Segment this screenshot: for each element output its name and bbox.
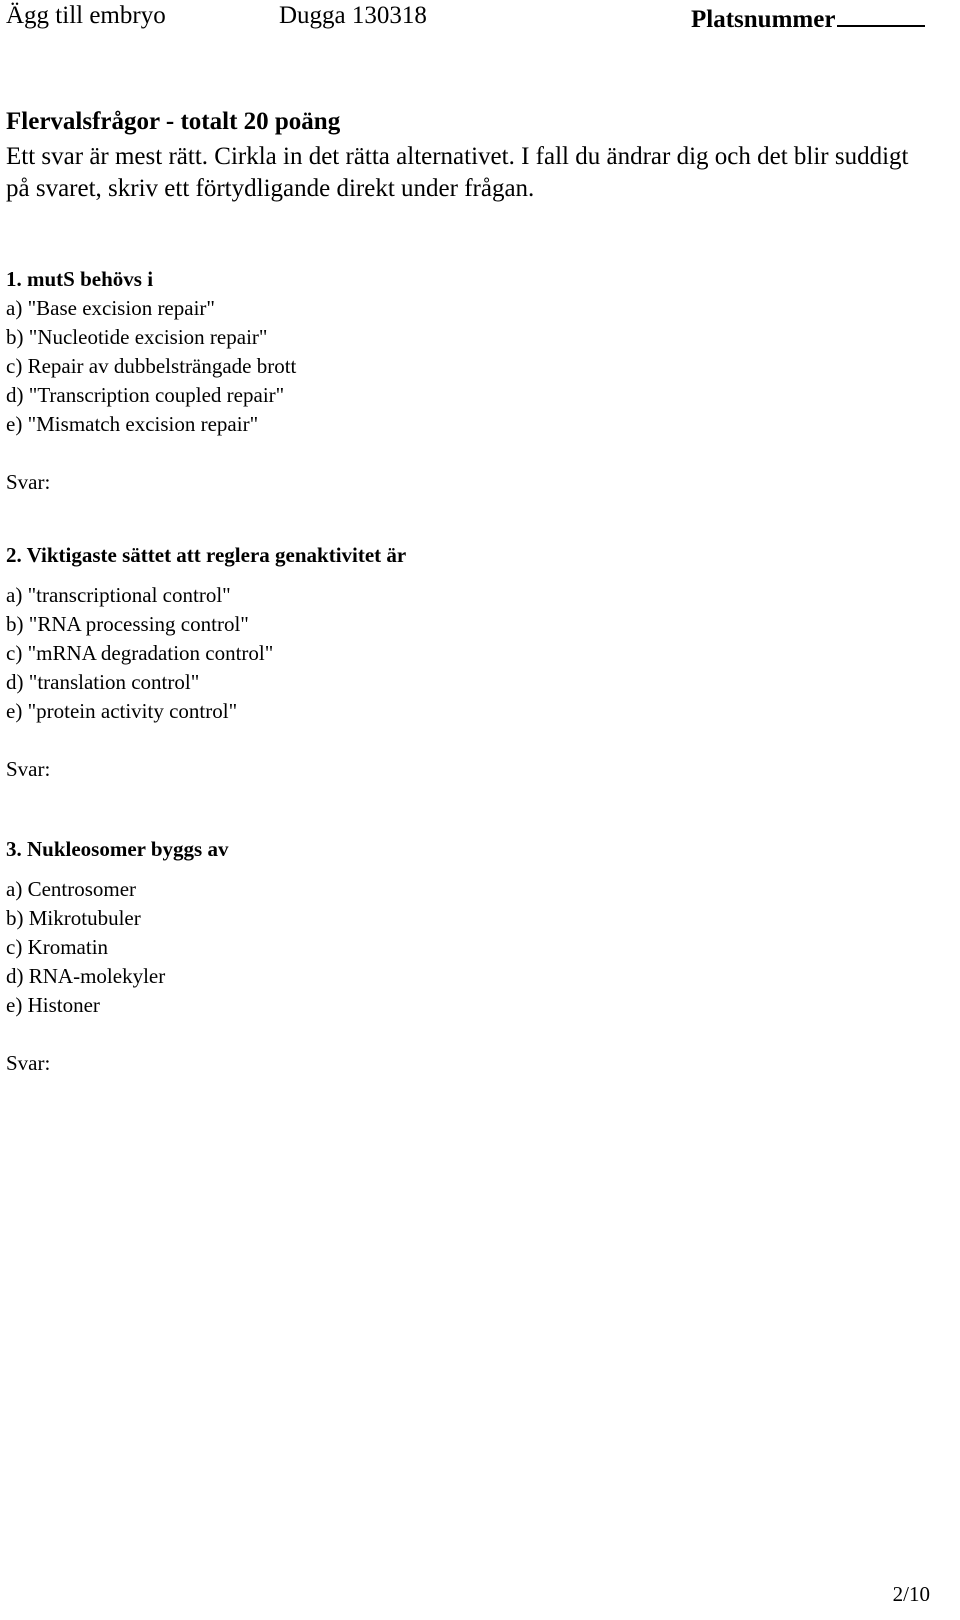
option-b: b) Mikrotubuler <box>6 906 141 930</box>
question-title: 1. mutS behövs i <box>6 267 154 291</box>
question-2 <box>6 541 406 784</box>
option-b: b) "Nucleotide excision repair" <box>6 325 268 349</box>
question-title: 2. Viktigaste sättet att reglera genaktivitet är <box>6 543 407 567</box>
question-1 <box>6 265 296 497</box>
option-list <box>6 875 228 1020</box>
course-title: Ägg till embryo <box>6 2 166 29</box>
seat-number-field <box>691 1 925 35</box>
answer-label: Svar: <box>6 1051 51 1075</box>
instructions: Ett svar är mest rätt. Cirkla in det rätta alternativet. I fall du ändrar dig och det blir suddigt på svaret, skriv ett förtydligande direkt under frågan. <box>6 143 909 202</box>
option-a: a) Centrosomer <box>6 877 137 901</box>
option-a: a) "Base excision repair" <box>6 296 215 320</box>
option-c: c) "mRNA degradation control" <box>6 641 274 665</box>
question-3 <box>6 835 228 1078</box>
option-c: c) Repair av dubbelsträngade brott <box>6 354 297 378</box>
option-b: b) "RNA processing control" <box>6 612 249 636</box>
option-e: e) "protein activity control" <box>6 699 238 723</box>
answer-label: Svar: <box>6 757 51 781</box>
seat-number-blank <box>837 1 925 27</box>
option-d: d) "Transcription coupled repair" <box>6 383 285 407</box>
option-c: c) Kromatin <box>6 935 109 959</box>
exam-title: Dugga 130318 <box>279 2 427 29</box>
option-list <box>6 581 406 726</box>
option-d: d) "translation control" <box>6 670 200 694</box>
answer-label: Svar: <box>6 470 51 494</box>
seat-number-label: Platsnummer <box>691 6 836 33</box>
question-title: 3. Nukleosomer byggs av <box>6 837 229 861</box>
option-list <box>6 294 296 439</box>
page-number: 2/10 <box>892 1582 930 1606</box>
option-a: a) "transcriptional control" <box>6 583 231 607</box>
section-title: Flervalsfrågor - totalt 20 poäng <box>6 108 341 135</box>
option-e: e) Histoner <box>6 993 100 1017</box>
option-e: e) "Mismatch excision repair" <box>6 412 259 436</box>
option-d: d) RNA-molekyler <box>6 964 166 988</box>
